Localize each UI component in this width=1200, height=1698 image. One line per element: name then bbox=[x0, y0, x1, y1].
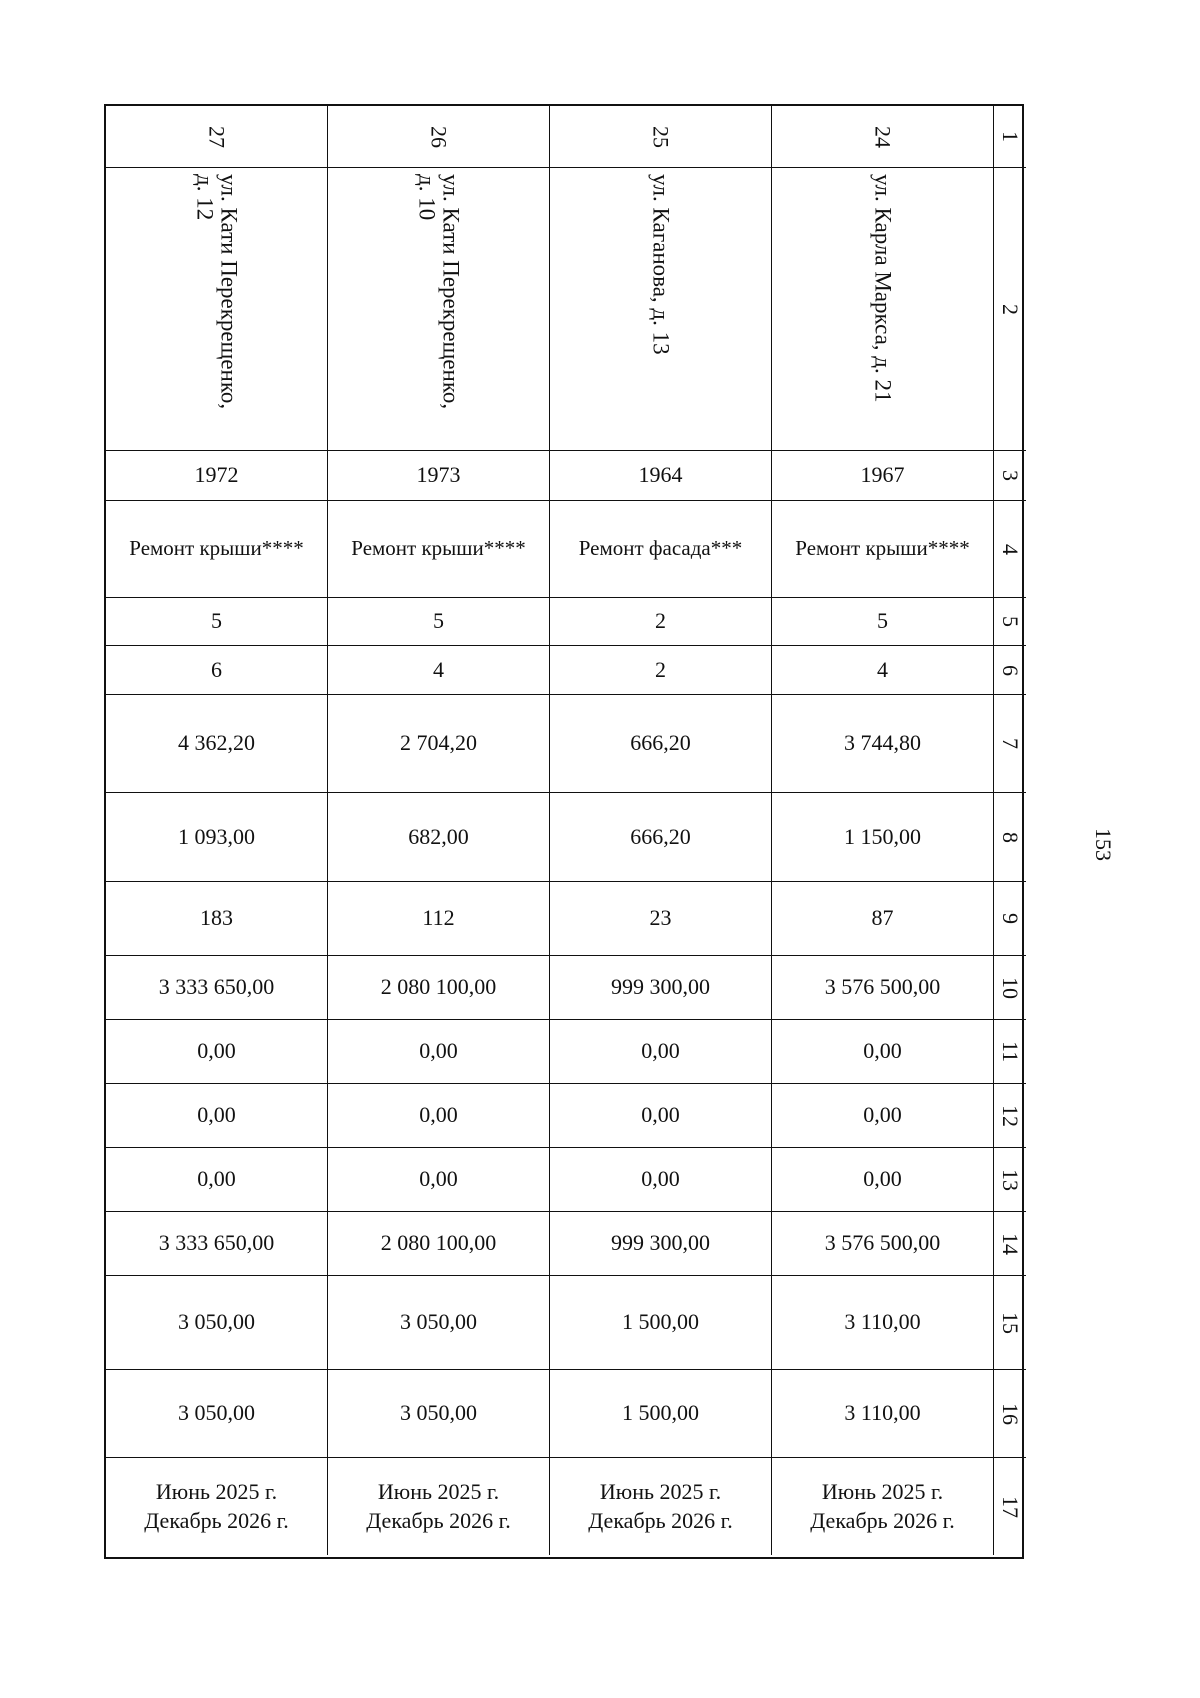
cell-row-24-c15: 3 110,00 bbox=[772, 1276, 994, 1370]
column-number-label: 10 bbox=[998, 976, 1024, 999]
cell-row-24-c10: 3 576 500,00 bbox=[772, 956, 994, 1020]
cell-row-26-c7: 2 704,20 bbox=[328, 695, 550, 793]
column-number-label: 16 bbox=[998, 1402, 1024, 1425]
column-number-6 bbox=[994, 646, 1026, 695]
row-number: 27 bbox=[204, 125, 230, 148]
cell-row-26-dates bbox=[328, 1458, 550, 1555]
cell-row-27-c13: 0,00 bbox=[106, 1148, 328, 1212]
cell-row-27-c6: 6 bbox=[106, 646, 328, 695]
column-number-16 bbox=[994, 1370, 1026, 1458]
column-number-label: 1 bbox=[998, 131, 1024, 142]
cell-row-26-address bbox=[328, 168, 550, 451]
column-number-12 bbox=[994, 1084, 1026, 1148]
cell-row-27-work: Ремонт крыши**** bbox=[106, 501, 328, 598]
cell-row-25-c14: 999 300,00 bbox=[550, 1212, 772, 1276]
start-date: Июнь 2025 г. bbox=[599, 1478, 722, 1504]
cell-row-25-number bbox=[550, 106, 772, 168]
address-text: ул. Кати Перекрещенко, д. 10 bbox=[414, 174, 464, 410]
column-number-label: 2 bbox=[998, 303, 1024, 315]
start-date: Июнь 2025 г. bbox=[821, 1478, 944, 1504]
cell-row-26-work: Ремонт крыши**** bbox=[328, 501, 550, 598]
column-number-label: 15 bbox=[998, 1311, 1024, 1334]
column-number-1 bbox=[994, 106, 1026, 168]
column-number-label: 4 bbox=[998, 543, 1024, 555]
row-number: 26 bbox=[426, 125, 452, 148]
cell-row-26-c8: 682,00 bbox=[328, 793, 550, 882]
cell-row-27-c12: 0,00 bbox=[106, 1084, 328, 1148]
end-date: Декабрь 2026 г. bbox=[810, 1507, 955, 1533]
cell-row-26-c9: 112 bbox=[328, 882, 550, 956]
cell-row-27-c16: 3 050,00 bbox=[106, 1370, 328, 1458]
cell-row-24-c13: 0,00 bbox=[772, 1148, 994, 1212]
cell-row-24-work: Ремонт крыши**** bbox=[772, 501, 994, 598]
cell-row-26-c6: 4 bbox=[328, 646, 550, 695]
row-number: 25 bbox=[648, 125, 674, 148]
cell-row-27-c11: 0,00 bbox=[106, 1020, 328, 1084]
cell-row-25-year: 1964 bbox=[550, 451, 772, 501]
cell-row-24-c11: 0,00 bbox=[772, 1020, 994, 1084]
column-number-label: 13 bbox=[998, 1168, 1024, 1191]
column-number-7 bbox=[994, 695, 1026, 793]
cell-row-26-number bbox=[328, 106, 550, 168]
address-text: ул. Кати Перекрещенко, д. 12 bbox=[192, 174, 242, 410]
cell-row-25-address bbox=[550, 168, 772, 451]
cell-row-24-c12: 0,00 bbox=[772, 1084, 994, 1148]
cell-row-24-c8: 1 150,00 bbox=[772, 793, 994, 882]
cell-row-24-year: 1967 bbox=[772, 451, 994, 501]
column-number-14 bbox=[994, 1212, 1026, 1276]
column-number-label: 7 bbox=[998, 738, 1024, 749]
cell-row-26-c12: 0,00 bbox=[328, 1084, 550, 1148]
cell-row-24-number bbox=[772, 106, 994, 168]
cell-row-26-c13: 0,00 bbox=[328, 1148, 550, 1212]
cell-row-24-c16: 3 110,00 bbox=[772, 1370, 994, 1458]
page-number: 153 bbox=[1091, 828, 1116, 861]
column-number-11 bbox=[994, 1020, 1026, 1084]
column-number-3 bbox=[994, 451, 1026, 501]
column-number-label: 9 bbox=[998, 913, 1024, 924]
cell-row-27-c9: 183 bbox=[106, 882, 328, 956]
cell-row-24-address bbox=[772, 168, 994, 451]
cell-row-27-c5: 5 bbox=[106, 598, 328, 646]
cell-row-27-c7: 4 362,20 bbox=[106, 695, 328, 793]
column-number-label: 6 bbox=[998, 664, 1024, 676]
cell-row-27-address bbox=[106, 168, 328, 451]
row-number: 24 bbox=[870, 125, 896, 148]
cell-row-27-c15: 3 050,00 bbox=[106, 1276, 328, 1370]
cell-row-25-c12: 0,00 bbox=[550, 1084, 772, 1148]
cell-row-26-c5: 5 bbox=[328, 598, 550, 646]
start-date: Июнь 2025 г. bbox=[155, 1478, 278, 1504]
end-date: Декабрь 2026 г. bbox=[144, 1507, 289, 1533]
cell-row-25-c8: 666,20 bbox=[550, 793, 772, 882]
cell-row-25-c9: 23 bbox=[550, 882, 772, 956]
cell-row-25-c13: 0,00 bbox=[550, 1148, 772, 1212]
cell-row-26-c14: 2 080 100,00 bbox=[328, 1212, 550, 1276]
cell-row-27-c8: 1 093,00 bbox=[106, 793, 328, 882]
end-date: Декабрь 2026 г. bbox=[588, 1507, 733, 1533]
cell-row-25-c16: 1 500,00 bbox=[550, 1370, 772, 1458]
cell-row-25-c15: 1 500,00 bbox=[550, 1276, 772, 1370]
cell-row-27-c10: 3 333 650,00 bbox=[106, 956, 328, 1020]
cell-row-26-c16: 3 050,00 bbox=[328, 1370, 550, 1458]
cell-row-24-dates bbox=[772, 1458, 994, 1555]
cell-row-24-c7: 3 744,80 bbox=[772, 695, 994, 793]
cell-row-27-c14: 3 333 650,00 bbox=[106, 1212, 328, 1276]
cell-row-24-c6: 4 bbox=[772, 646, 994, 695]
column-number-2 bbox=[994, 168, 1026, 451]
column-number-17 bbox=[994, 1458, 1026, 1555]
column-number-4 bbox=[994, 501, 1026, 598]
address-text: ул. Карла Маркса, д. 21 bbox=[870, 174, 896, 403]
capital-repair-table bbox=[104, 104, 1024, 1559]
cell-row-27-number bbox=[106, 106, 328, 168]
column-number-label: 17 bbox=[998, 1495, 1024, 1518]
column-number-label: 3 bbox=[998, 470, 1024, 481]
cell-row-25-c6: 2 bbox=[550, 646, 772, 695]
address-text: ул. Каганова, д. 13 bbox=[648, 174, 674, 355]
column-number-label: 8 bbox=[998, 831, 1024, 843]
cell-row-26-c10: 2 080 100,00 bbox=[328, 956, 550, 1020]
start-date: Июнь 2025 г. bbox=[377, 1478, 500, 1504]
end-date: Декабрь 2026 г. bbox=[366, 1507, 511, 1533]
cell-row-25-c10: 999 300,00 bbox=[550, 956, 772, 1020]
cell-row-26-c11: 0,00 bbox=[328, 1020, 550, 1084]
cell-row-24-c5: 5 bbox=[772, 598, 994, 646]
cell-row-25-dates bbox=[550, 1458, 772, 1555]
cell-row-25-c5: 2 bbox=[550, 598, 772, 646]
column-number-label: 11 bbox=[998, 1040, 1024, 1063]
cell-row-24-c9: 87 bbox=[772, 882, 994, 956]
column-number-15 bbox=[994, 1276, 1026, 1370]
column-number-9 bbox=[994, 882, 1026, 956]
cell-row-26-c15: 3 050,00 bbox=[328, 1276, 550, 1370]
cell-row-27-year: 1972 bbox=[106, 451, 328, 501]
cell-row-25-work: Ремонт фасада*** bbox=[550, 501, 772, 598]
column-number-label: 12 bbox=[998, 1104, 1024, 1127]
cell-row-25-c11: 0,00 bbox=[550, 1020, 772, 1084]
column-number-5 bbox=[994, 598, 1026, 646]
column-number-label: 14 bbox=[998, 1232, 1024, 1255]
column-number-label: 5 bbox=[998, 616, 1024, 627]
column-number-13 bbox=[994, 1148, 1026, 1212]
cell-row-25-c7: 666,20 bbox=[550, 695, 772, 793]
column-number-8 bbox=[994, 793, 1026, 882]
cell-row-27-dates bbox=[106, 1458, 328, 1555]
cell-row-26-year: 1973 bbox=[328, 451, 550, 501]
column-number-10 bbox=[994, 956, 1026, 1020]
cell-row-24-c14: 3 576 500,00 bbox=[772, 1212, 994, 1276]
